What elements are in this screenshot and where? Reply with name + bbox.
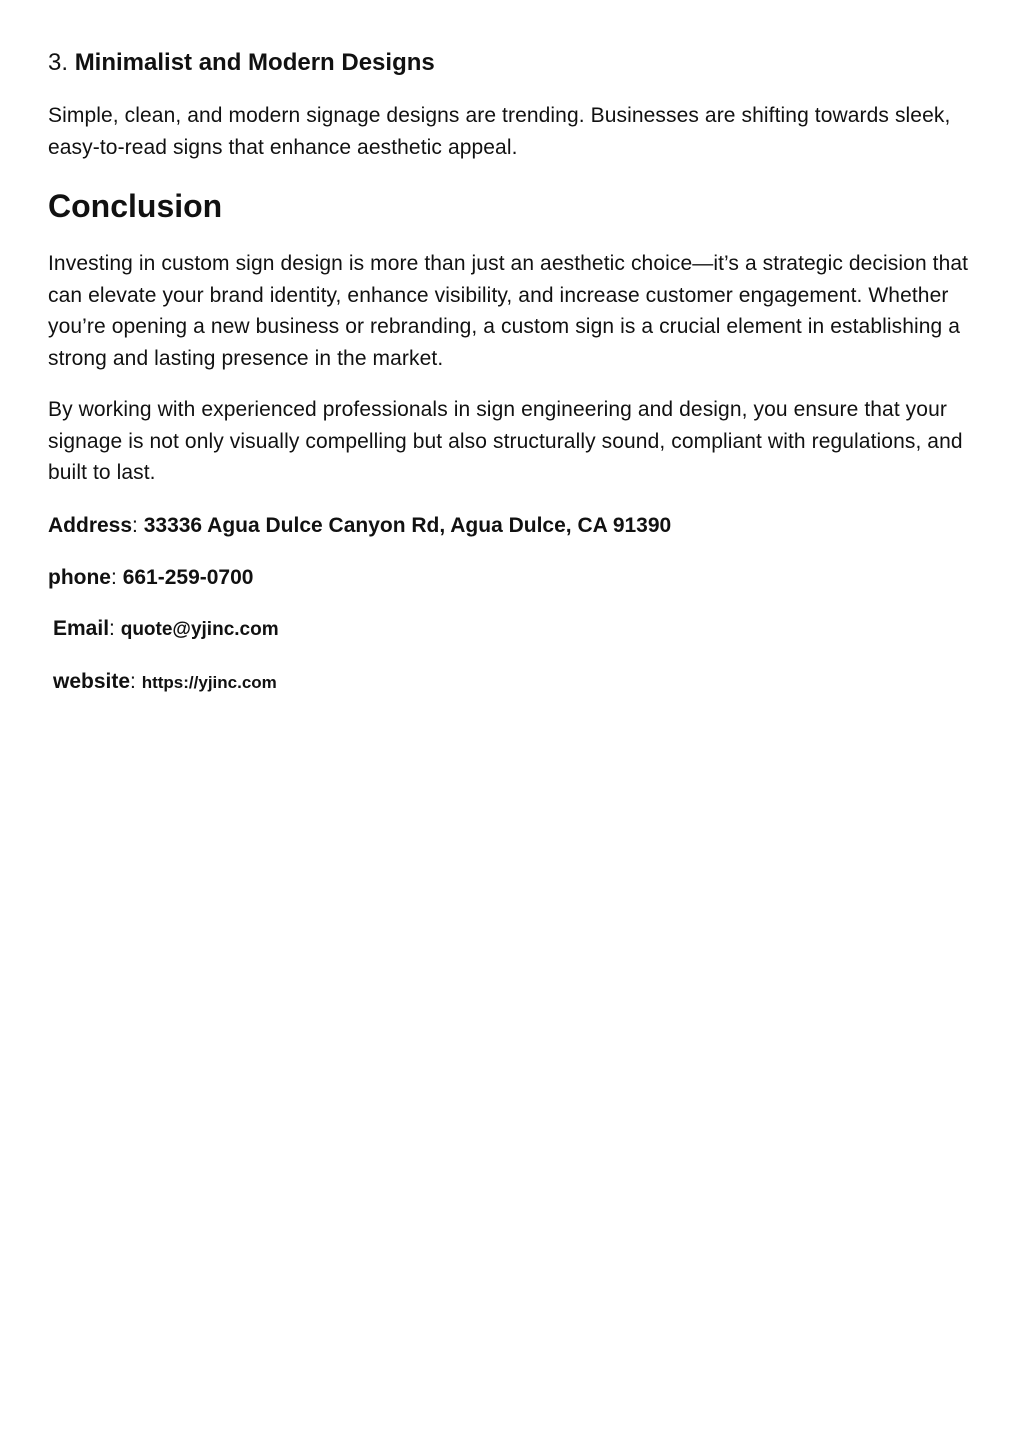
email-label: Email (53, 617, 110, 640)
address-separator: : (132, 514, 138, 537)
section-number: 3. (48, 49, 69, 76)
website-line (53, 667, 277, 698)
website-label: website (53, 670, 131, 693)
phone-separator: : (111, 566, 117, 589)
address-label: Address (48, 514, 133, 537)
conclusion-paragraph-1: Investing in custom sign design is more than just an aesthetic choice—it’s a strategic decision that can elevate your brand identity, enhance visibility, and increase customer engagement. Whether you’re opening a new business or rebranding, a custom sign is a crucial element in establishing a strong and lasting presence in the market. (48, 252, 969, 370)
phone-label: phone (48, 566, 111, 589)
phone-value[interactable]: 661-259-0700 (122, 566, 254, 589)
email-link[interactable]: quote@yjinc.com (120, 619, 279, 640)
website-separator: : (130, 670, 136, 693)
website-link[interactable]: https://yjinc.com (141, 673, 277, 692)
phone-line (48, 563, 253, 593)
email-separator: : (109, 617, 115, 640)
conclusion-heading: Conclusion (48, 188, 223, 224)
address-line (48, 511, 671, 541)
address-value: 33336 Agua Dulce Canyon Rd, Agua Dulce, CA 91390 (143, 514, 672, 537)
email-line (53, 614, 279, 645)
section-title: Minimalist and Modern Designs (74, 49, 435, 76)
conclusion-paragraph-2: By working with experienced professionals in sign engineering and design, you ensure that your signage is not only visually compelling but also structurally sound, compliant with regulations, and built to last. (48, 398, 963, 484)
trend-paragraph: Simple, clean, and modern signage designs are trending. Businesses are shifting towards sleek, easy-to-read signs that enhance aesthetic appeal. (48, 104, 951, 159)
section-heading (48, 46, 435, 80)
